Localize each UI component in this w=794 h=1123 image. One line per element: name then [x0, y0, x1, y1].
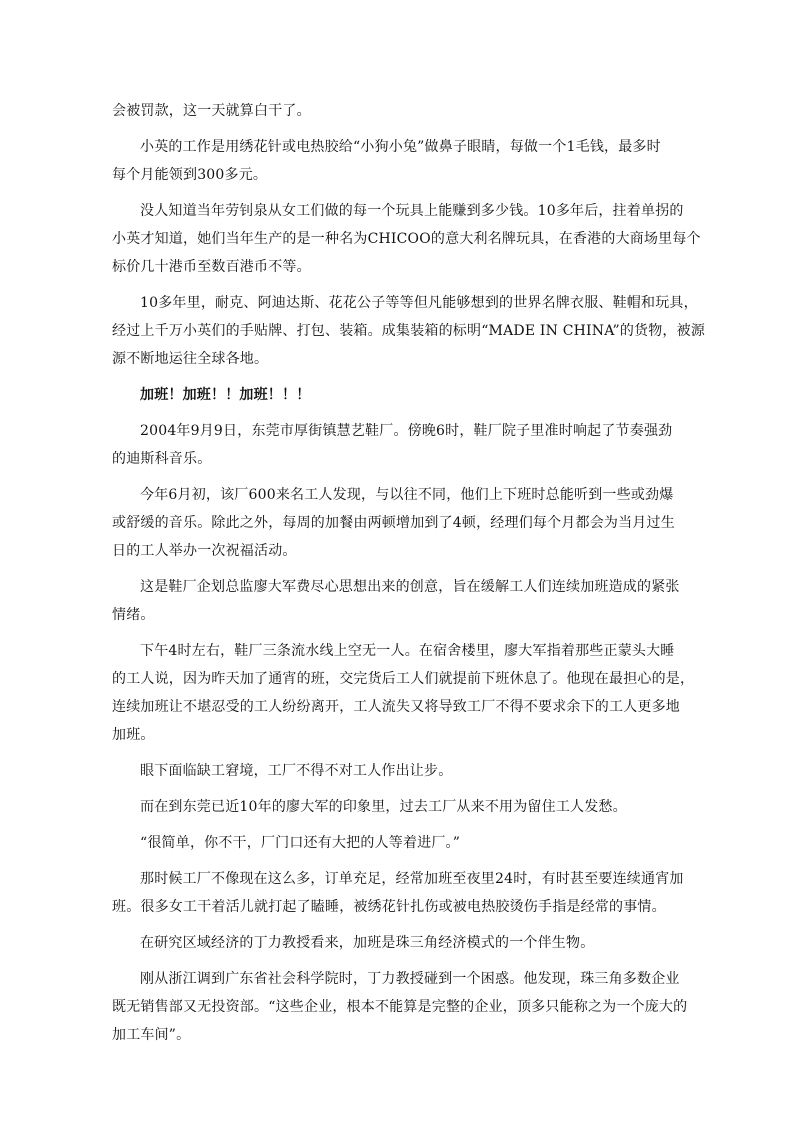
text-line: 既无销售部又无投资部。“这些企业，根本不能算是完整的企业，顶多只能称之为一个庞大的	[112, 999, 688, 1015]
text-line: 的工人说，因为昨天加了通宵的班，交完货后工人们就提前下班休息了。他现在最担心的是，	[112, 671, 695, 687]
body-paragraph	[112, 929, 684, 957]
body-paragraph	[112, 417, 684, 473]
text-line: 源不断地运往全球各地。	[112, 351, 269, 367]
text-line: 在研究区域经济的丁力教授看来，加班是珠三角经济模式的一个伴生物。	[140, 935, 595, 951]
body-paragraph	[112, 97, 684, 125]
text-line: 10多年里，耐克、阿迪达斯、花花公子等等但凡能够想到的世界名牌衣服、鞋帽和玩具，	[140, 295, 698, 311]
body-paragraph	[112, 133, 684, 189]
text-line: 刚从浙江调到广东省社会科学院时，丁力教授碰到一个困惑。他发现，珠三角多数企业	[140, 971, 680, 987]
text-line: 的迪斯科音乐。	[112, 451, 212, 467]
body-paragraph	[112, 829, 684, 857]
body-paragraph	[112, 573, 684, 629]
text-line: 下午4时左右，鞋厂三条流水线上空无一人。在宿舍楼里，廖大军指着那些正蒙头大睡	[140, 643, 675, 659]
body-paragraph	[112, 865, 684, 921]
text-line: 标价几十港币至数百港币不等。	[112, 259, 311, 275]
text-line: 这是鞋厂企划总监廖大军费尽心思想出来的创意，旨在缓解工人们连续加班造成的紧张	[140, 579, 680, 595]
text-line: 会被罚款，这一天就算白干了。	[112, 103, 311, 119]
text-line: 连续加班让不堪忍受的工人纷纷离开，工人流失又将导致工厂不得不要求余下的工人更多地	[112, 699, 680, 715]
text-line: 而在到东莞已近10年的廖大军的印象里，过去工厂从来不用为留住工人发愁。	[140, 799, 627, 815]
text-line: 眼下面临缺工窘境，工厂不得不对工人作出让步。	[140, 763, 453, 779]
text-line: 2004年9月9日，东莞市厚街镇慧艺鞋厂。傍晚6时，鞋厂院子里准时响起了节奏强劲	[140, 423, 673, 439]
text-line: 小英的工作是用绣花针或电热胶给“小狗小兔”做鼻子眼睛，每做一个1毛钱，最多时	[140, 139, 661, 155]
body-paragraph	[112, 637, 695, 749]
text-line: 加班！加班！！加班！！！	[140, 387, 311, 403]
text-line: 加工车间”。	[112, 1027, 191, 1043]
body-paragraph	[112, 289, 706, 373]
section-heading	[112, 381, 684, 409]
text-line: 班。很多女工干着活儿就打起了瞌睡，被绣花针扎伤或被电热胶烫伤手指是经常的事情。	[112, 899, 666, 915]
body-paragraph	[112, 197, 701, 281]
body-paragraph	[112, 757, 684, 785]
body-paragraph	[112, 481, 684, 565]
text-line: 小英才知道，她们当年生产的是一种名为CHICOO的意大利名牌玩具，在香港的大商场里每个	[112, 231, 701, 247]
text-line: 今年6月初，该厂600来名工人发现，与以往不同，他们上下班时总能听到一些或劲爆	[140, 487, 674, 503]
text-line: 或舒缓的音乐。除此之外，每周的加餐由两顿增加到了4顿，经理们每个月都会为当月过生	[112, 515, 675, 531]
text-line: 日的工人举办一次祝福活动。	[112, 543, 297, 559]
text-line: 那时候工厂不像现在这么多，订单充足，经常加班至夜里24时，有时甚至要连续通宵加	[140, 871, 684, 887]
text-line: 情绪。	[112, 607, 155, 623]
text-line: 经过上千万小英们的手贴牌、打包、装箱。成集装箱的标明“MADE IN CHINA”的货物，被源	[112, 323, 706, 339]
text-line: 没人知道当年劳钊泉从女工们做的每一个玩具上能赚到多少钱。10多年后，拄着单拐的	[140, 203, 684, 219]
text-line: 加班。	[112, 727, 155, 743]
body-paragraph	[112, 793, 684, 821]
text-line: “很简单，你不干，厂门口还有大把的人等着进厂。”	[140, 835, 461, 851]
text-line: 每个月能领到300多元。	[112, 167, 268, 183]
body-paragraph	[112, 965, 688, 1049]
